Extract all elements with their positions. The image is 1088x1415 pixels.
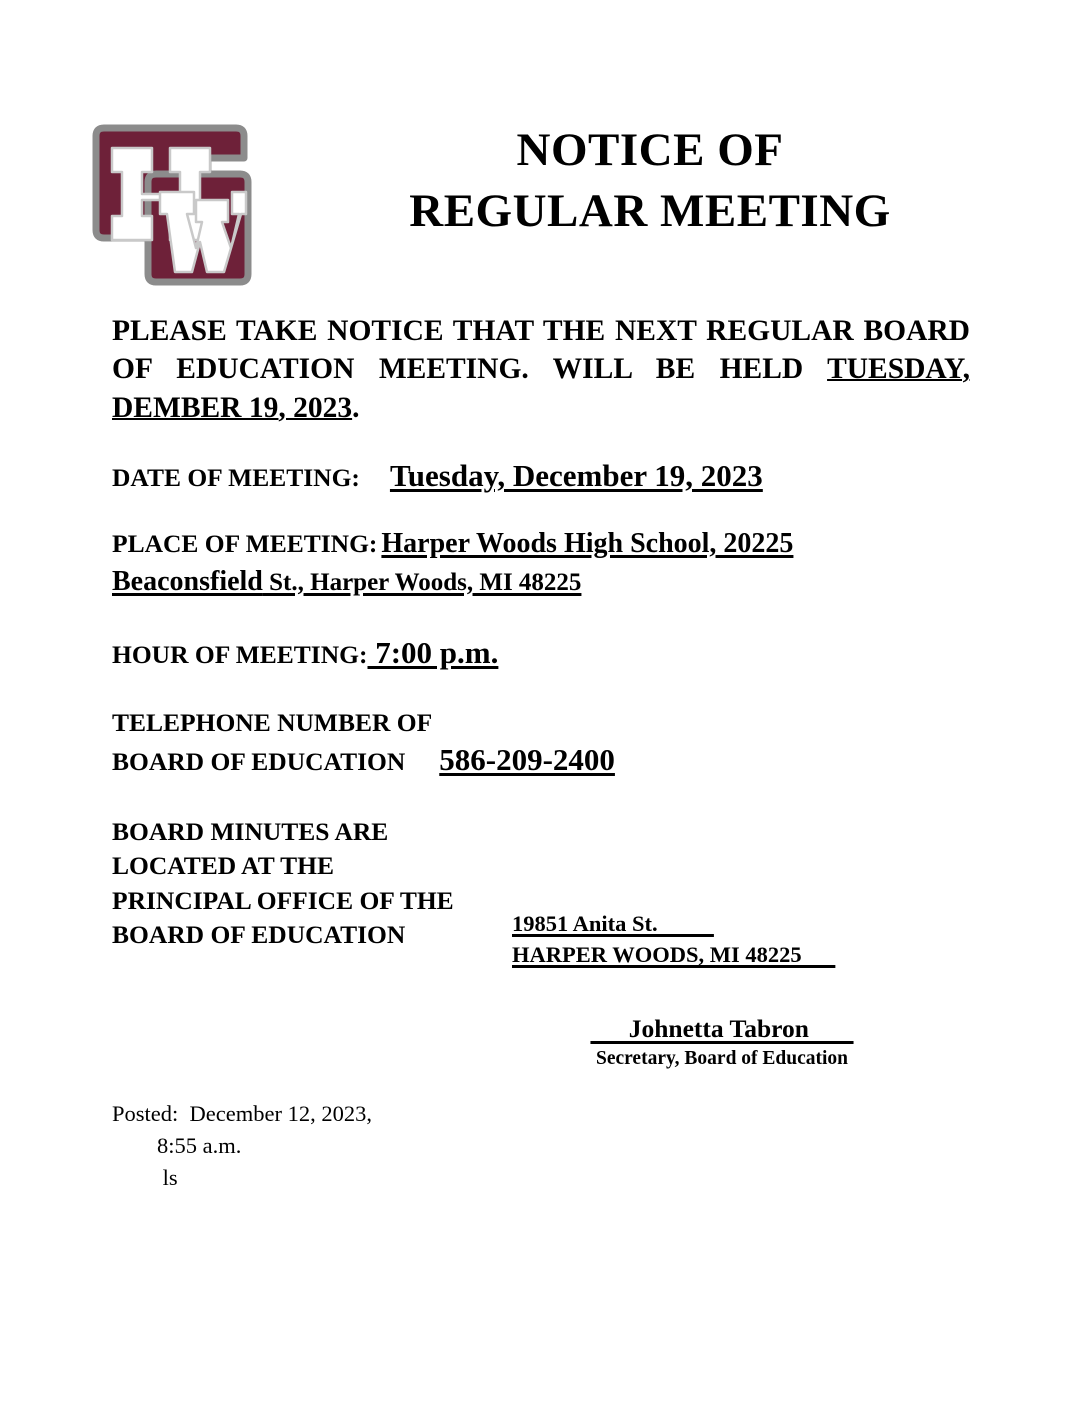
telephone-number-value: 586-209-2400 <box>439 741 615 777</box>
lead-text-before: PLEASE TAKE NOTICE THAT THE NEXT REGULAR BOARD OF EDUCATION MEETING. WILL BE HELD <box>112 315 970 386</box>
signatory-name: Johnetta Tabron <box>590 1014 854 1043</box>
field-place-of-meeting <box>112 526 970 600</box>
date-of-meeting-label: DATE OF MEETING: <box>112 463 360 493</box>
field-board-minutes-location <box>112 815 970 968</box>
posted-block <box>112 1098 372 1194</box>
board-minutes-address-line-2: HARPER WOODS, MI 48225 <box>512 942 836 968</box>
telephone-label-line-2: BOARD OF EDUCATION <box>112 746 406 776</box>
board-minutes-address <box>512 908 835 970</box>
lead-text-after: . <box>352 391 360 424</box>
field-telephone-number <box>112 707 970 779</box>
page-title <box>300 120 1000 242</box>
board-minutes-address-line-1: 19851 Anita St. <box>512 911 714 937</box>
signature-block <box>512 1014 932 1070</box>
document-header <box>0 108 1088 298</box>
field-hour-of-meeting <box>112 633 970 673</box>
place-of-meeting-label: PLACE OF MEETING: <box>112 528 378 558</box>
place-street-emphasis: Beaconsfield <box>112 565 263 597</box>
lead-underlined-date: TUESDAY, DEMBER 19, 2023 <box>112 353 970 424</box>
place-of-meeting-value-line-1: Harper Woods High School, 20225 <box>381 527 794 559</box>
board-minutes-label-line-2: LOCATED AT THE <box>112 851 335 881</box>
title-line-1: NOTICE OF <box>516 124 784 176</box>
place-street-rest: St., Harper Woods, MI 48225 <box>262 568 582 596</box>
hour-of-meeting-label: HOUR OF MEETING: <box>112 640 368 670</box>
date-of-meeting-value: Tuesday, December 19, 2023 <box>389 458 763 494</box>
signatory-title: Secretary, Board of Education <box>595 1048 849 1069</box>
posted-line-2: 8:55 a.m. <box>112 1132 242 1158</box>
board-minutes-label-line-4: BOARD OF EDUCATION <box>112 919 406 949</box>
field-date-of-meeting <box>112 456 970 496</box>
lead-paragraph <box>112 312 970 427</box>
title-line-2: REGULAR MEETING <box>409 185 891 238</box>
posted-line-1: Posted: December 12, 2023, <box>112 1101 372 1126</box>
document-body <box>112 312 970 968</box>
telephone-label-line-1: TELEPHONE NUMBER OF <box>112 708 433 738</box>
board-minutes-label-line-3: PRINCIPAL OFFICE OF THE <box>112 885 454 915</box>
hour-of-meeting-value: 7:00 p.m. <box>367 635 499 671</box>
place-of-meeting-value-line-2 <box>112 564 970 600</box>
posted-line-3: ls <box>112 1164 178 1190</box>
harper-woods-hw-logo <box>88 122 256 288</box>
telephone-label-line-2-row <box>112 740 970 780</box>
board-minutes-label-line-1: BOARD MINUTES ARE <box>112 817 389 847</box>
